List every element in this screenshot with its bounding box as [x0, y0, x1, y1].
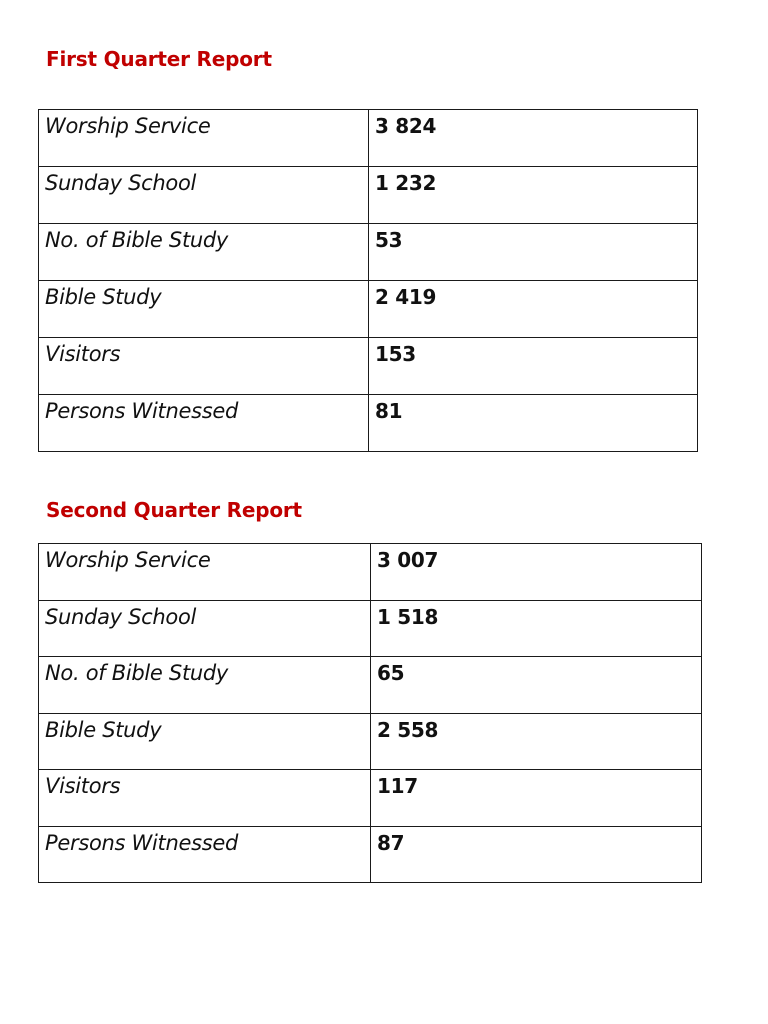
second-quarter-title: Second Quarter Report	[46, 498, 302, 522]
row-label: Bible Study	[39, 713, 371, 770]
row-label: No. of Bible Study	[39, 657, 371, 714]
table-row	[39, 657, 702, 714]
row-value: 65	[371, 657, 702, 714]
table-row	[39, 281, 698, 338]
table-row	[39, 770, 702, 827]
row-value: 87	[371, 826, 702, 883]
row-value: 81	[369, 395, 698, 452]
row-label: Visitors	[39, 770, 371, 827]
row-label: Persons Witnessed	[39, 395, 369, 452]
table-row	[39, 826, 702, 883]
row-value: 53	[369, 224, 698, 281]
row-label: Persons Witnessed	[39, 826, 371, 883]
row-label: Visitors	[39, 338, 369, 395]
row-value: 3 824	[369, 110, 698, 167]
row-value: 153	[369, 338, 698, 395]
row-value: 3 007	[371, 544, 702, 601]
row-label: Sunday School	[39, 600, 371, 657]
table-row	[39, 224, 698, 281]
table-row	[39, 338, 698, 395]
first-quarter-table	[38, 109, 698, 452]
row-value: 2 419	[369, 281, 698, 338]
row-label: Worship Service	[39, 110, 369, 167]
row-label: Worship Service	[39, 544, 371, 601]
table-row	[39, 713, 702, 770]
row-label: Bible Study	[39, 281, 369, 338]
row-value: 117	[371, 770, 702, 827]
table-row	[39, 395, 698, 452]
table-row	[39, 600, 702, 657]
row-label: No. of Bible Study	[39, 224, 369, 281]
first-quarter-title: First Quarter Report	[46, 47, 272, 71]
table-row	[39, 167, 698, 224]
row-value: 1 518	[371, 600, 702, 657]
second-quarter-table	[38, 543, 702, 883]
row-label: Sunday School	[39, 167, 369, 224]
row-value: 1 232	[369, 167, 698, 224]
row-value: 2 558	[371, 713, 702, 770]
table-row	[39, 544, 702, 601]
table-row	[39, 110, 698, 167]
